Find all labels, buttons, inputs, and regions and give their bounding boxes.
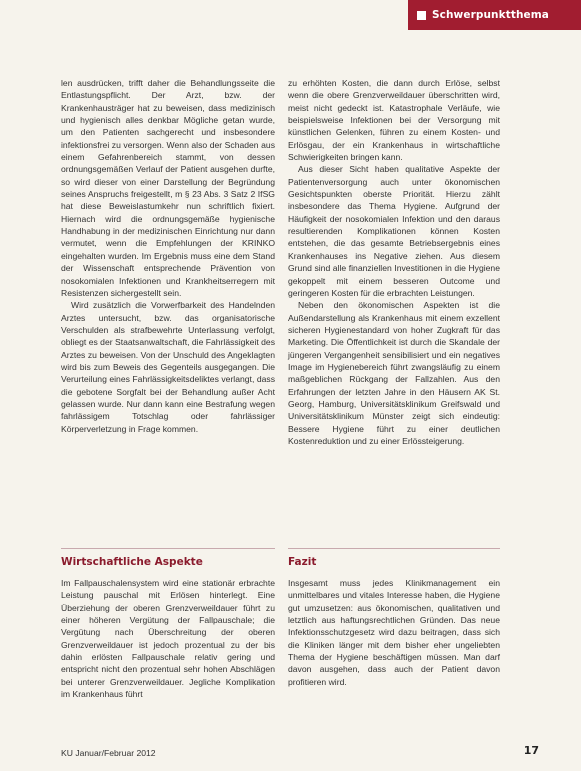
paragraph: Aus dieser Sicht haben qualitative Aspekte der Patientenversorgung auch unter ökonomischen Gesichtspunkten oberste Priorität. Hierzu zählt insbesondere das Thema Hygiene. Aufgrund der Häufigkeit der nosokomialen Infektion und den daraus resultierenden Komplikationen können Kosten entstehen, die das gesamte Betriebsergebnis eines Krankenhauses ins Negative ziehen. Aus diesem Grund sind alle finanziellen Investitionen in die Hygiene gekoppelt mit einem besseren Outcome und geringeren Kosten für die erbrachten Leistungen. xyxy=(288,164,500,298)
paragraph: zu erhöhten Kosten, die dann durch Erlöse, selbst wenn die obere Grenzverweildauer überschritten wird, meist nicht gedeckt ist. Katastrophale Verläufe, wie beispielsweise Infektionen bei der Versorgung mit künstlichen Gelenken, führen zu einem Kosten- und Erlösgau, der ein Krankenhaus in wirtschaftliche Schwierigkeiten bringen kann. xyxy=(288,78,500,163)
column-left-top xyxy=(61,77,275,435)
heading-conclusion: Fazit xyxy=(288,556,317,568)
square-icon xyxy=(417,11,426,20)
paragraph: Wird zusätzlich die Vorwerfbarkeit des Handelnden Arztes untersucht, bzw. das organisatorische Verschulden als strafbewehrte Unterlassung verfolgt, obliegt es der Staatsanwaltschaft, die Fahrlässigkeit des Arztes zu beweisen. Von der Unschuld des Angeklagten wird bis zum Beweis des Gegenteils ausgegangen. Die Verurteilung eines Fahrlässigkeitsdeliktes verlangt, dass die gebotene Sorgfalt bei der Behandlung außer Acht gelassen wurde. Nur dann kann eine Bestrafung wegen fahrlässigem Totschlag oder fahrlässiger Körperverletzung in Frage kommen. xyxy=(61,300,276,434)
footer-issue: KU Januar/Februar 2012 xyxy=(61,748,156,758)
paragraph: len ausdrücken, trifft daher die Behandlungsseite die Entlastungspflicht. Der Arzt, bzw. der Krankenhausträger hat zu beweisen, dass medizinisch und hygienisch alles denkbar Mögliche getan wurde, um den Patienten sachgerecht und insbesondere infektionsfrei zu versorgen. Wenn also der Schaden aus einem Gefahrenbereich stammt, von dessen ordnungsgemäßen Verlauf der Patient ausgehen durfte, so wird dieser von einer Darstellung der Begründung seines Anspruchs freigestellt, m § 23 Abs. 3 Satz 2 IfSG hat diese Beweislastumkehr nun schriftlich fixiert. Hiernach wird die ordnungsgemäße hygienische Handhabung in der medizinischen Einrichtung nur dann vermutet, wenn die Empfehlungen der KRINKO eingehalten wurden. Im Ergebnis muss eine dem Stand der Wissenschaft entsprechende Prävention von nosokomialen Infektionen und Krankheitserregern mit Resistenzen sichergestellt sein. xyxy=(61,78,275,298)
section-tab xyxy=(408,0,581,30)
column-right-bottom xyxy=(288,577,500,688)
column-right-top xyxy=(288,77,500,447)
paragraph: Im Fallpauschalensystem wird eine stationär erbrachte Leistung pauschal mit Erlösen hinterlegt. Eine Überziehung der oberen Grenzverweildauer führt zu einer höheren Vergütung der Fallpauschale; die Vergütung nach Überschreitung der oberen Grenzverweildauer ist jedoch prozentual zu der bis dahin erlösten Fallpauschale relativ gering und entspricht nicht den prozentual sehr hohen Abschlägen bei unterer Grenzverweildauer. Jegliche Komplikation im Krankenhaus führt xyxy=(61,578,275,700)
section-tab-label: Schwerpunktthema xyxy=(432,9,549,21)
divider xyxy=(61,548,275,549)
page-number: 17 xyxy=(523,744,539,757)
column-left-bottom xyxy=(61,577,275,700)
heading-economics: Wirtschaftliche Aspekte xyxy=(61,556,203,568)
paragraph: Insgesamt muss jedes Klinikmanagement ein unmittelbares und vitales Interesse haben, die Hygiene gut umzusetzen: aus ökonomischen, qualitativen und letztlich aus haftungsrechtlichen Gründen. Das neue Infektionsschutzgesetz wird dazu beitragen, dass sich die Kliniken länger mit dem bisher eher ungeliebten Thema der Hygiene beschäftigen müssen. Man darf davon ausgehen, dass auch der Patient davon profitieren wird. xyxy=(288,578,500,687)
divider xyxy=(288,548,500,549)
paragraph: Neben den ökonomischen Aspekten ist die Außendarstellung als Krankenhaus mit einem exzellent sicheren Hygienestandard von hoher Zugkraft für das Marketing. Die Öffentlichkeit ist durch die Skandale der jüngeren Vergangenheit sensibilisiert und ein negatives Image im Hygienebereich führt zwangsläufig zu einem maßgeblichen Rückgang der Fallzahlen. Aus den Erfahrungen der letzten Jahre in den Häusern AK St. Georg, Hamburg, Universitätsklinikum Greifswald und Universitätsklinikum Münster zeigt sich eindeutig: Bessere Hygiene führt zu einer deutlichen Kostenreduktion und zu einer Erlössteigerung. xyxy=(288,300,500,446)
